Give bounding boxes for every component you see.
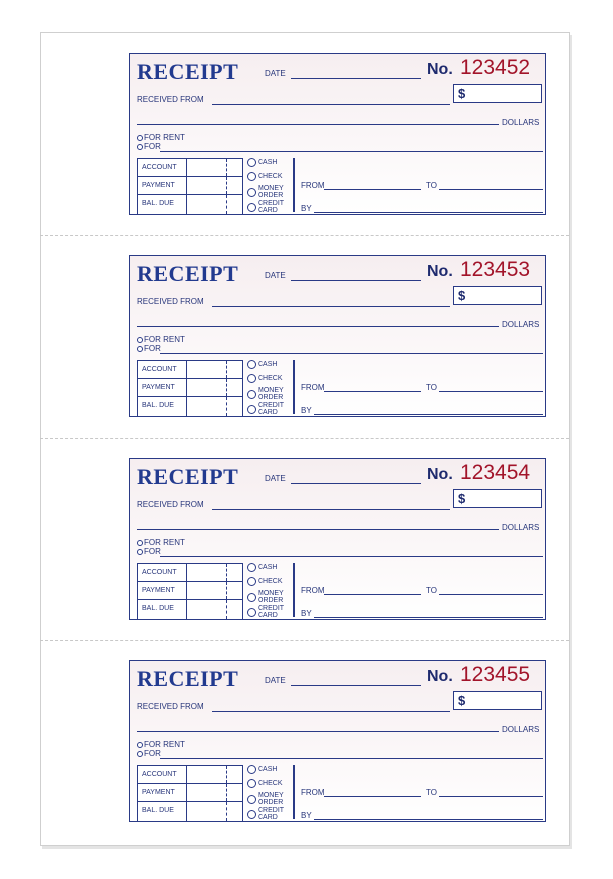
balance-due-label: BAL. DUE xyxy=(142,605,174,612)
for-rent-option[interactable] xyxy=(137,740,185,749)
check-label: CHECK xyxy=(258,173,283,180)
cash-option[interactable] xyxy=(247,158,277,167)
for-rent-label: FOR RENT xyxy=(144,335,185,344)
credit-card-label xyxy=(258,605,284,619)
account-table xyxy=(137,765,243,822)
credit-card-line-1: CREDIT xyxy=(258,605,285,612)
by-field[interactable] xyxy=(314,212,543,213)
for-rent-option[interactable] xyxy=(137,538,185,547)
cell-divider xyxy=(186,379,187,396)
payment-label: PAYMENT xyxy=(142,587,175,594)
balance-due-row xyxy=(138,802,242,821)
receipt-form-3 xyxy=(129,458,546,620)
dollar-sign: $ xyxy=(458,693,466,708)
radio-circle-icon[interactable] xyxy=(137,144,143,150)
money-order-line-1: MONEY xyxy=(258,590,284,597)
radio-circle-icon[interactable] xyxy=(247,593,256,602)
receipt-number: 123454 xyxy=(460,461,531,484)
cell-divider xyxy=(186,564,187,581)
radio-circle-icon[interactable] xyxy=(247,577,256,586)
dollars-label: DOLLARS xyxy=(502,725,540,734)
cents-divider xyxy=(226,600,227,619)
credit-card-line-2: CARD xyxy=(258,814,278,821)
cell-divider xyxy=(186,361,187,378)
receipt-number: 123455 xyxy=(460,663,531,686)
account-label: ACCOUNT xyxy=(142,771,177,778)
dollar-sign: $ xyxy=(458,86,466,101)
radio-circle-icon[interactable] xyxy=(137,337,143,343)
account-table xyxy=(137,360,243,417)
for-option[interactable] xyxy=(137,142,161,151)
payment-label: PAYMENT xyxy=(142,789,175,796)
radio-circle-icon[interactable] xyxy=(137,742,143,748)
from-field[interactable] xyxy=(324,391,421,392)
dollars-label: DOLLARS xyxy=(502,523,540,532)
for-field[interactable] xyxy=(160,556,543,557)
date-label: DATE xyxy=(265,271,286,280)
radio-circle-icon[interactable] xyxy=(247,563,256,572)
balance-due-label: BAL. DUE xyxy=(142,200,174,207)
radio-circle-icon[interactable] xyxy=(247,608,256,617)
radio-circle-icon[interactable] xyxy=(247,188,256,197)
money-order-label xyxy=(258,387,284,401)
receipt-form-4 xyxy=(129,660,546,822)
from-field[interactable] xyxy=(324,796,421,797)
date-label: DATE xyxy=(265,69,286,78)
perforation-line xyxy=(40,640,569,641)
amount-words-field[interactable] xyxy=(137,124,499,125)
by-field[interactable] xyxy=(314,414,543,415)
cents-divider xyxy=(226,159,227,176)
receipt-title: RECEIPT xyxy=(137,464,239,489)
for-rent-label: FOR RENT xyxy=(144,740,185,749)
date-field[interactable] xyxy=(291,280,421,281)
check-label: CHECK xyxy=(258,780,283,787)
credit-card-label xyxy=(258,200,284,214)
cash-option[interactable] xyxy=(247,765,277,774)
for-label: FOR xyxy=(144,749,161,758)
balance-due-label: BAL. DUE xyxy=(142,807,174,814)
payment-row xyxy=(138,379,242,397)
receipt-title: RECEIPT xyxy=(137,261,239,286)
receipt-number: 123452 xyxy=(460,56,531,79)
radio-circle-icon[interactable] xyxy=(247,765,256,774)
cash-option[interactable] xyxy=(247,563,277,572)
payment-row xyxy=(138,582,242,600)
received-from-label: RECEIVED FROM xyxy=(137,297,204,306)
money-order-option[interactable] xyxy=(247,185,284,199)
money-order-label xyxy=(258,185,284,199)
cell-divider xyxy=(186,177,187,194)
balance-due-row xyxy=(138,195,242,214)
check-label: CHECK xyxy=(258,375,283,382)
receipt-title: RECEIPT xyxy=(137,59,239,84)
dollar-sign: $ xyxy=(458,288,466,303)
for-rent-option[interactable] xyxy=(137,335,185,344)
cents-divider xyxy=(226,177,227,194)
to-label: TO xyxy=(426,788,437,797)
received-from-field[interactable] xyxy=(212,104,450,105)
number-label: No. xyxy=(427,61,453,78)
credit-card-option[interactable] xyxy=(247,605,284,619)
amount-field[interactable] xyxy=(453,84,542,103)
to-label: TO xyxy=(426,181,437,190)
to-field[interactable] xyxy=(439,391,543,392)
radio-circle-icon[interactable] xyxy=(247,172,256,181)
cell-divider xyxy=(186,582,187,599)
balance-due-row xyxy=(138,397,242,416)
cell-divider xyxy=(186,766,187,783)
cents-divider xyxy=(226,564,227,581)
to-label: TO xyxy=(426,383,437,392)
radio-circle-icon[interactable] xyxy=(247,795,256,804)
money-order-line-1: MONEY xyxy=(258,185,284,192)
cell-divider xyxy=(186,600,187,619)
account-table xyxy=(137,563,243,620)
received-from-field[interactable] xyxy=(212,711,450,712)
credit-card-option[interactable] xyxy=(247,402,284,416)
number-label: No. xyxy=(427,466,453,483)
received-from-field[interactable] xyxy=(212,306,450,307)
account-label: ACCOUNT xyxy=(142,569,177,576)
date-label: DATE xyxy=(265,676,286,685)
cash-label: CASH xyxy=(258,564,278,571)
credit-card-line-2: CARD xyxy=(258,409,278,416)
receipt-title: RECEIPT xyxy=(137,666,239,691)
by-label: BY xyxy=(301,204,312,213)
section-divider xyxy=(293,360,295,414)
money-order-option[interactable] xyxy=(247,590,284,604)
check-option[interactable] xyxy=(247,172,283,181)
radio-circle-icon[interactable] xyxy=(247,390,256,399)
date-label: DATE xyxy=(265,474,286,483)
dollars-label: DOLLARS xyxy=(502,118,540,127)
cell-divider xyxy=(186,784,187,801)
for-option[interactable] xyxy=(137,547,161,556)
section-divider xyxy=(293,563,295,617)
to-field[interactable] xyxy=(439,796,543,797)
for-label: FOR xyxy=(144,142,161,151)
cash-label: CASH xyxy=(258,159,278,166)
date-field[interactable] xyxy=(291,78,421,79)
from-label: FROM xyxy=(301,586,325,595)
payment-label: PAYMENT xyxy=(142,182,175,189)
radio-circle-icon[interactable] xyxy=(247,158,256,167)
money-order-option[interactable] xyxy=(247,792,284,806)
money-order-line-2: ORDER xyxy=(258,394,284,401)
credit-card-line-1: CREDIT xyxy=(258,402,285,409)
to-field[interactable] xyxy=(439,594,543,595)
credit-card-label xyxy=(258,807,284,821)
credit-card-option[interactable] xyxy=(247,200,284,214)
radio-circle-icon[interactable] xyxy=(247,779,256,788)
dollars-label: DOLLARS xyxy=(502,320,540,329)
cents-divider xyxy=(226,195,227,214)
account-row xyxy=(138,564,242,582)
cents-divider xyxy=(226,361,227,378)
cents-divider xyxy=(226,766,227,783)
to-field[interactable] xyxy=(439,189,543,190)
radio-circle-icon[interactable] xyxy=(247,810,256,819)
from-label: FROM xyxy=(301,181,325,190)
money-order-label xyxy=(258,792,284,806)
cents-divider xyxy=(226,379,227,396)
receipt-number: 123453 xyxy=(460,258,531,281)
from-label: FROM xyxy=(301,383,325,392)
date-field[interactable] xyxy=(291,685,421,686)
amount-words-field[interactable] xyxy=(137,731,499,732)
received-from-label: RECEIVED FROM xyxy=(137,702,204,711)
money-order-option[interactable] xyxy=(247,387,284,401)
money-order-line-2: ORDER xyxy=(258,192,284,199)
for-rent-label: FOR RENT xyxy=(144,133,185,142)
account-table xyxy=(137,158,243,215)
amount-field[interactable] xyxy=(453,691,542,710)
payment-row xyxy=(138,177,242,195)
cents-divider xyxy=(226,582,227,599)
for-rent-option[interactable] xyxy=(137,133,185,142)
by-label: BY xyxy=(301,811,312,820)
for-field[interactable] xyxy=(160,151,543,152)
balance-due-label: BAL. DUE xyxy=(142,402,174,409)
for-rent-label: FOR RENT xyxy=(144,538,185,547)
from-field[interactable] xyxy=(324,594,421,595)
payment-label: PAYMENT xyxy=(142,384,175,391)
for-option[interactable] xyxy=(137,749,161,758)
account-row xyxy=(138,159,242,177)
cents-divider xyxy=(226,802,227,821)
for-label: FOR xyxy=(144,547,161,556)
receipt-form-2 xyxy=(129,255,546,417)
radio-circle-icon[interactable] xyxy=(137,751,143,757)
cell-divider xyxy=(186,195,187,214)
amount-field[interactable] xyxy=(453,286,542,305)
number-label: No. xyxy=(427,263,453,280)
by-field[interactable] xyxy=(314,819,543,820)
check-option[interactable] xyxy=(247,374,283,383)
credit-card-line-1: CREDIT xyxy=(258,200,285,207)
credit-card-option[interactable] xyxy=(247,807,284,821)
from-field[interactable] xyxy=(324,189,421,190)
received-from-field[interactable] xyxy=(212,509,450,510)
from-label: FROM xyxy=(301,788,325,797)
account-row xyxy=(138,766,242,784)
radio-circle-icon[interactable] xyxy=(247,203,256,212)
cash-label: CASH xyxy=(258,766,278,773)
radio-circle-icon[interactable] xyxy=(137,549,143,555)
cents-divider xyxy=(226,397,227,416)
check-option[interactable] xyxy=(247,577,283,586)
received-from-label: RECEIVED FROM xyxy=(137,95,204,104)
radio-circle-icon[interactable] xyxy=(247,374,256,383)
radio-circle-icon[interactable] xyxy=(137,346,143,352)
check-option[interactable] xyxy=(247,779,283,788)
balance-due-row xyxy=(138,600,242,619)
radio-circle-icon[interactable] xyxy=(247,405,256,414)
received-from-label: RECEIVED FROM xyxy=(137,500,204,509)
account-label: ACCOUNT xyxy=(142,164,177,171)
radio-circle-icon[interactable] xyxy=(247,360,256,369)
credit-card-line-2: CARD xyxy=(258,207,278,214)
amount-field[interactable] xyxy=(453,489,542,508)
by-label: BY xyxy=(301,609,312,618)
money-order-label xyxy=(258,590,284,604)
section-divider xyxy=(293,765,295,819)
for-field[interactable] xyxy=(160,353,543,354)
radio-circle-icon[interactable] xyxy=(137,540,143,546)
cell-divider xyxy=(186,159,187,176)
dollar-sign: $ xyxy=(458,491,466,506)
amount-words-field[interactable] xyxy=(137,529,499,530)
to-label: TO xyxy=(426,586,437,595)
credit-card-label xyxy=(258,402,284,416)
receipt-form-1 xyxy=(129,53,546,215)
perforation-line xyxy=(40,235,569,236)
payment-row xyxy=(138,784,242,802)
money-order-line-1: MONEY xyxy=(258,792,284,799)
cents-divider xyxy=(226,784,227,801)
money-order-line-2: ORDER xyxy=(258,597,284,604)
cell-divider xyxy=(186,802,187,821)
cash-option[interactable] xyxy=(247,360,277,369)
by-field[interactable] xyxy=(314,617,543,618)
check-label: CHECK xyxy=(258,578,283,585)
for-option[interactable] xyxy=(137,344,161,353)
radio-circle-icon[interactable] xyxy=(137,135,143,141)
by-label: BY xyxy=(301,406,312,415)
cell-divider xyxy=(186,397,187,416)
account-label: ACCOUNT xyxy=(142,366,177,373)
money-order-line-2: ORDER xyxy=(258,799,284,806)
account-row xyxy=(138,361,242,379)
credit-card-line-2: CARD xyxy=(258,612,278,619)
credit-card-line-1: CREDIT xyxy=(258,807,285,814)
cash-label: CASH xyxy=(258,361,278,368)
for-field[interactable] xyxy=(160,758,543,759)
perforation-line xyxy=(40,438,569,439)
money-order-line-1: MONEY xyxy=(258,387,284,394)
amount-words-field[interactable] xyxy=(137,326,499,327)
number-label: No. xyxy=(427,668,453,685)
section-divider xyxy=(293,158,295,212)
date-field[interactable] xyxy=(291,483,421,484)
for-label: FOR xyxy=(144,344,161,353)
